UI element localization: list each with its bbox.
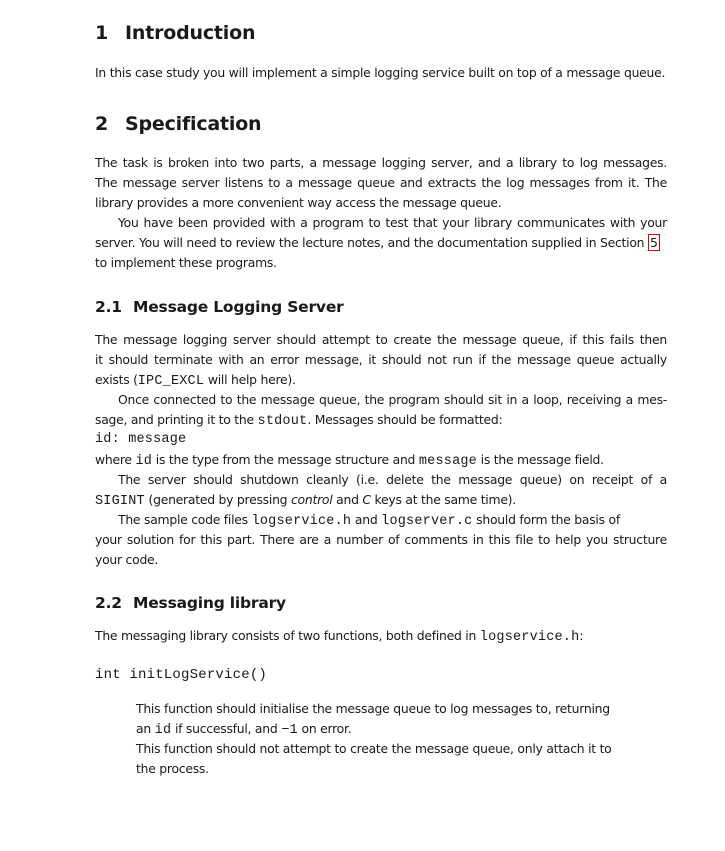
code-id: id <box>154 723 172 738</box>
text: should form the basis of <box>472 512 620 527</box>
section-2-1-heading <box>95 298 344 316</box>
function-desc-line2 <box>136 719 351 741</box>
server-where-line <box>95 450 604 472</box>
section-ref-link[interactable]: 5 <box>649 235 658 250</box>
code-logservice-h: logservice.h <box>251 514 352 529</box>
section-1-heading <box>95 22 255 44</box>
code-ipc-excl: IPC_EXCL <box>137 374 205 389</box>
function-desc-line3: This function should not attempt to create the message queue, only attach it to <box>136 741 612 756</box>
library-intro <box>95 626 583 648</box>
server-p4-line1 <box>118 510 620 532</box>
server-p2-line1: Once connected to the message queue, the program should sit in a loop, receiving a mes- <box>118 392 667 407</box>
text: . Messages should be formatted: <box>307 412 503 427</box>
text: if successful, and <box>171 721 282 736</box>
server-p2-line2 <box>95 410 502 432</box>
text: and <box>351 512 382 527</box>
section-title: Messaging library <box>133 594 286 612</box>
section-title: Introduction <box>125 22 256 44</box>
text: The sample code files <box>118 512 252 527</box>
spec-p2-line1: You have been provided with a program to test that your library communicates with your <box>118 215 667 230</box>
text: server. You will need to review the lecture notes, and the documentation supplied in Section <box>95 235 645 250</box>
server-p1-line1: The message logging server should attempt to create the message queue, if this fails then <box>95 332 667 347</box>
text: sage, and printing it to the <box>95 412 258 427</box>
spec-p2-line3: to implement these programs. <box>95 255 277 270</box>
function-desc-line4: the process. <box>136 761 209 776</box>
server-p3-line1: The server should shutdown cleanly (i.e. delete the message queue) on receipt of a <box>118 472 667 487</box>
return-value: −1 <box>281 723 298 738</box>
text: (generated by pressing <box>144 492 291 507</box>
text: : <box>579 628 584 643</box>
section-number: 1 <box>95 22 109 44</box>
spec-p2-line2 <box>95 233 660 253</box>
text: exists ( <box>95 372 138 387</box>
server-p4-line3: your code. <box>95 552 159 567</box>
spec-p1-line3: library provides a more convenient way access the message queue. <box>95 195 502 210</box>
message-format-code: id: message <box>95 432 187 447</box>
text: where <box>95 452 136 467</box>
server-p1-line2: it should terminate with an error message, it should not run if the message queue actually <box>95 352 667 367</box>
intro-paragraph: In this case study you will implement a simple logging service built on top of a message queue. <box>95 65 666 80</box>
text: The messaging library consists of two functions, both defined in <box>95 628 480 643</box>
section-title: Message Logging Server <box>133 298 344 316</box>
section-2-heading <box>95 113 261 135</box>
emphasis-control: control <box>290 492 333 507</box>
section-number: 2 <box>95 113 109 135</box>
function-signature: int initLogService() <box>95 667 268 683</box>
text: an <box>136 721 155 736</box>
section-number: 2.1 <box>95 298 122 316</box>
text: will help here). <box>204 372 296 387</box>
text: is the message field. <box>476 452 604 467</box>
text: is the type from the message structure and <box>152 452 419 467</box>
spec-p1-line2: The message server listens to a message queue and extracts the log messages from it. The <box>95 175 667 190</box>
section-number: 2.2 <box>95 594 122 612</box>
code-message: message <box>418 454 477 469</box>
spec-p1-line1: The task is broken into two parts, a message logging server, and a library to log messages. <box>95 155 667 170</box>
code-logserver-c: logserver.c <box>381 514 473 529</box>
text: keys at the same time). <box>370 492 516 507</box>
server-p4-line2: your solution for this part. There are a number of comments in this file to help you structure <box>95 532 667 547</box>
emphasis-c: C <box>362 492 371 507</box>
server-p3-line2 <box>95 490 516 512</box>
text: and <box>332 492 363 507</box>
section-title: Specification <box>125 113 262 135</box>
function-desc-line1: This function should initialise the message queue to log messages to, returning <box>136 701 610 716</box>
text: on error. <box>297 721 352 736</box>
server-p1-line3 <box>95 370 296 392</box>
code-id: id <box>135 454 153 469</box>
section-2-2-heading <box>95 594 286 612</box>
code-sigint: SIGINT <box>95 494 145 509</box>
code-logservice-h: logservice.h <box>479 630 580 645</box>
code-stdout: stdout <box>257 414 308 429</box>
